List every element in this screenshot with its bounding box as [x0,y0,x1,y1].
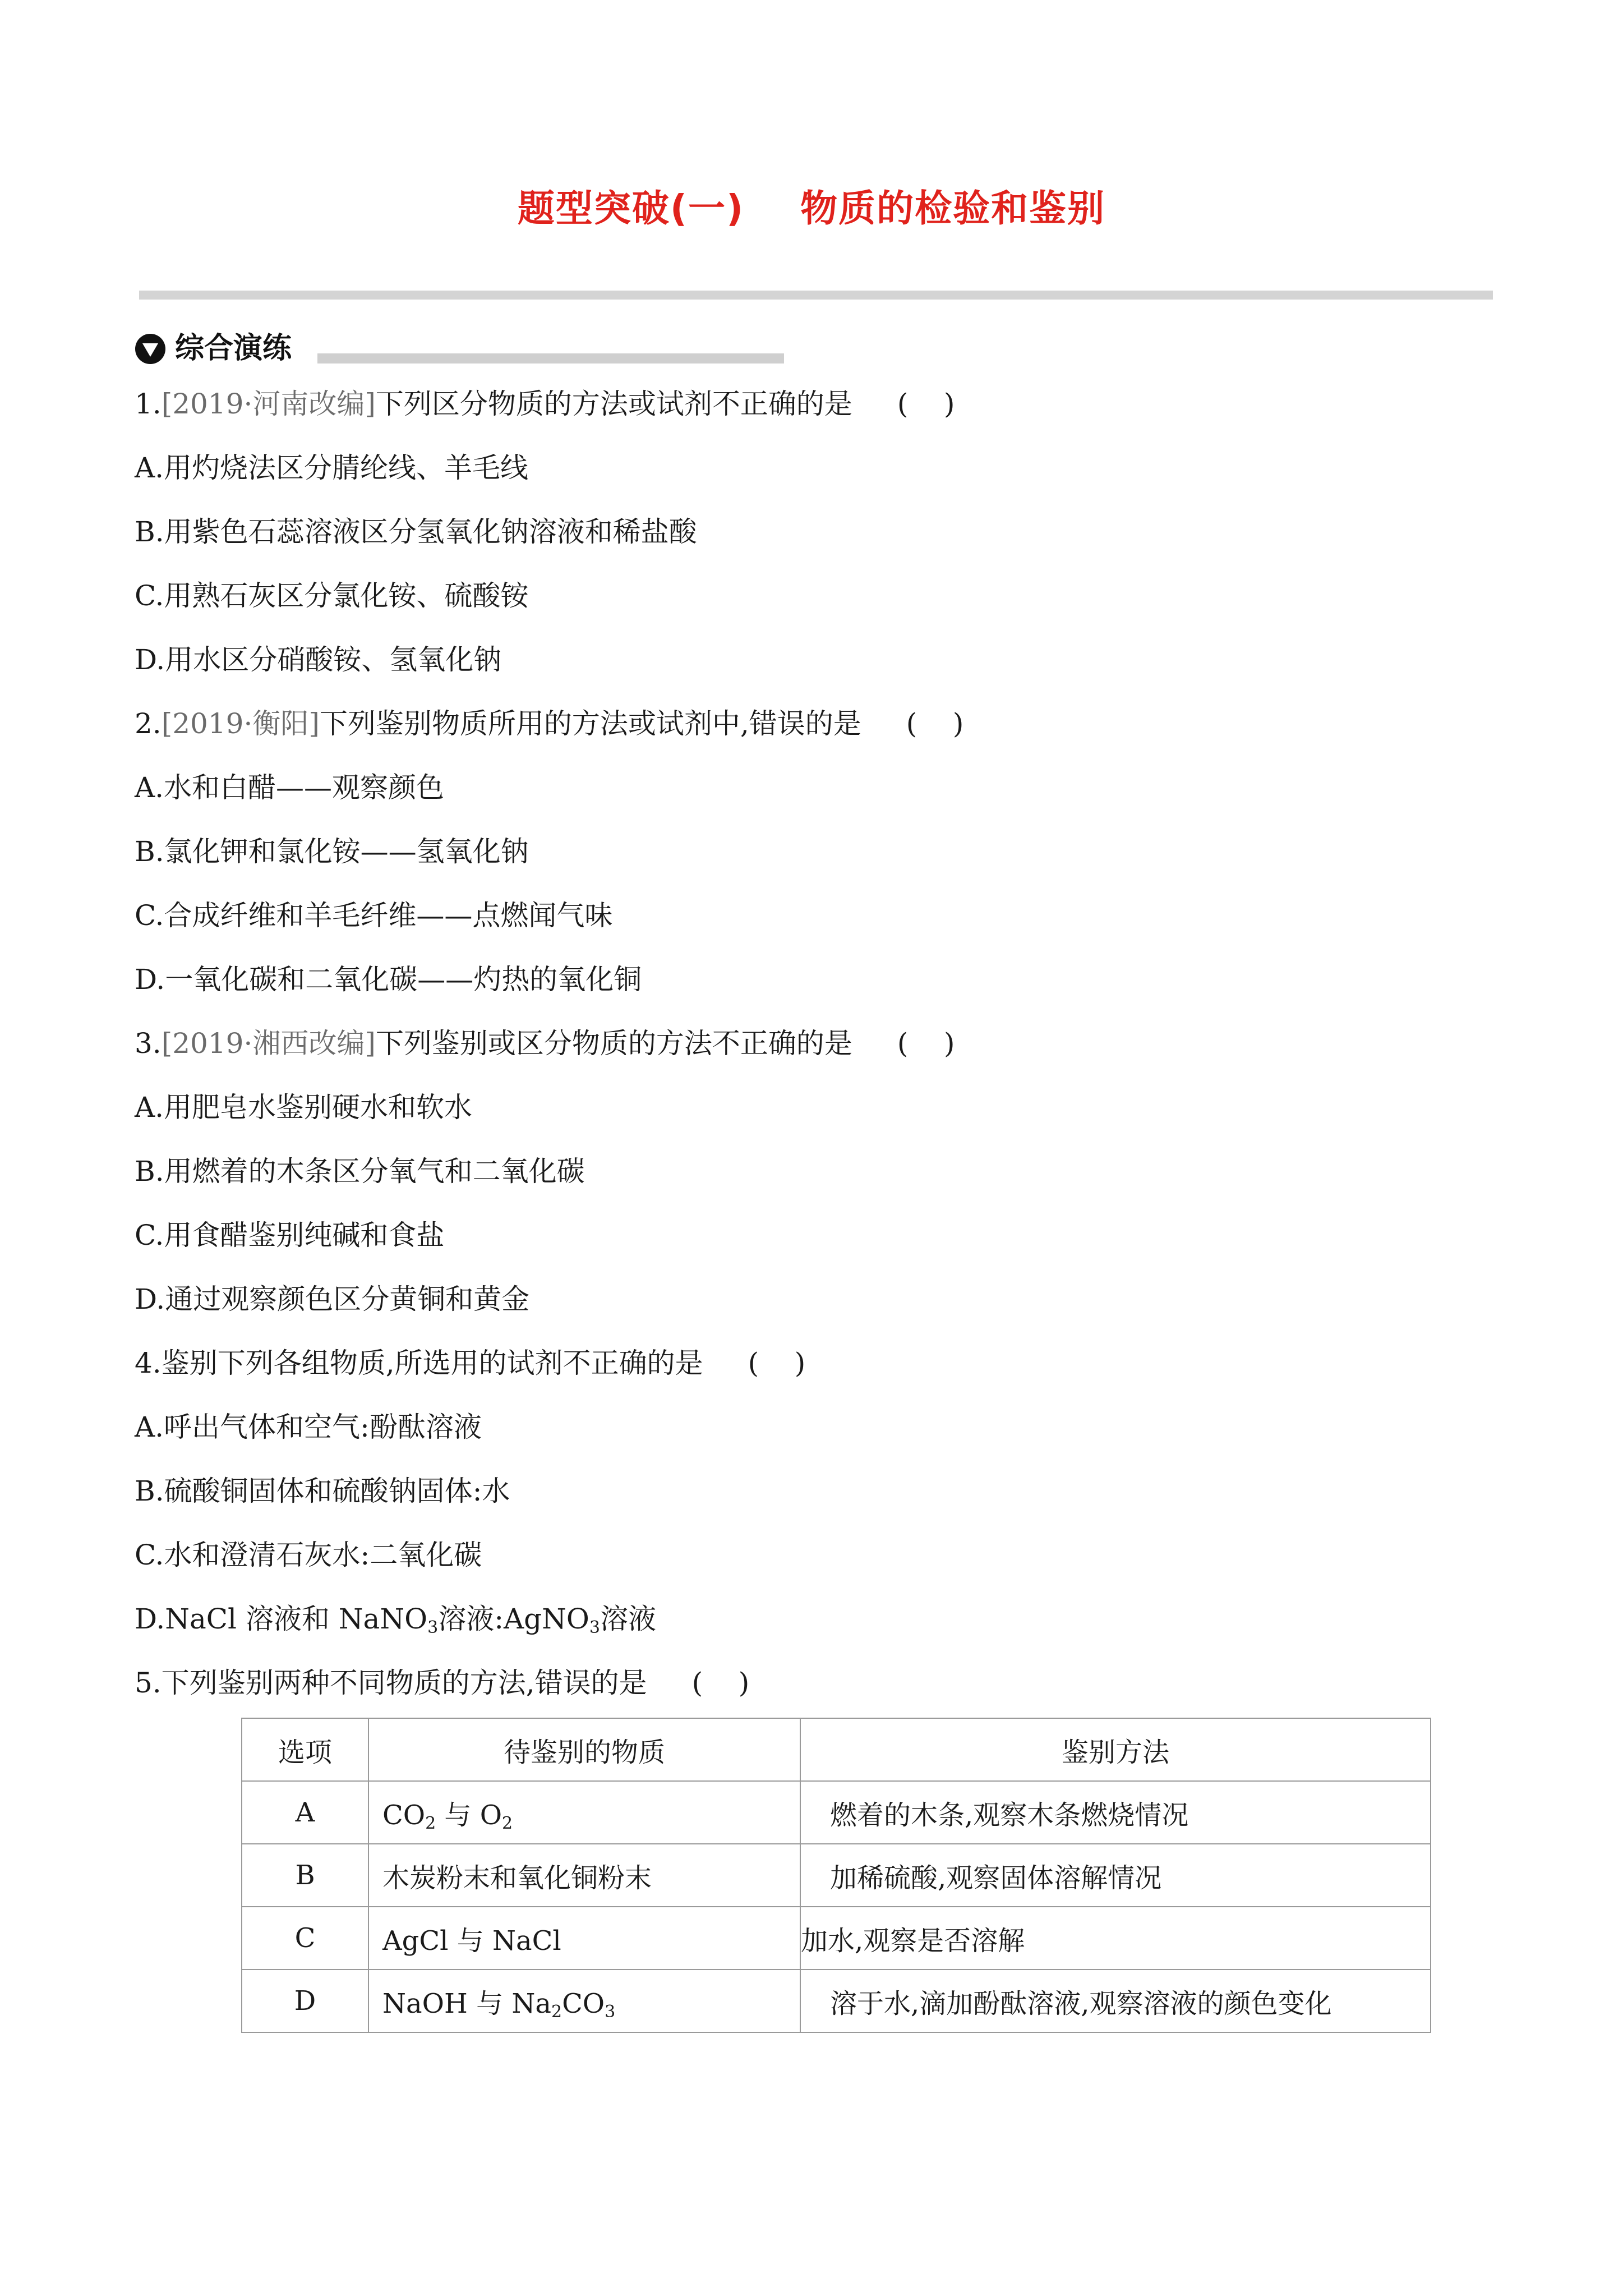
question-4 [135,1345,805,1381]
option-c: C.用食醋鉴别纯碱和食盐 [135,1219,445,1251]
option-a: A.呼出气体和空气:酚酞溶液 [135,1411,482,1443]
table-row [242,1781,1431,1844]
answer-blank: ( ) [897,388,955,420]
option-d: D.通过观察颜色区分黄铜和黄金 [135,1283,530,1315]
option-cell: A [242,1781,368,1844]
question-stem: 下列鉴别物质所用的方法或试剂中,错误的是 [319,707,861,740]
table-row [242,1970,1431,2032]
column-header: 待鉴别的物质 [368,1718,800,1781]
section-header [135,329,808,368]
option-a: A.用灼烧法区分腈纶线、羊毛线 [135,452,529,484]
section-label: 综合演练 [175,332,292,365]
question-source: [2019·河南改编] [161,388,376,420]
option-a: A.水和白醋——观察颜色 [135,771,445,804]
option-c: C.用熟石灰区分氯化铵、硫酸铵 [135,579,529,612]
question-stem: 4.鉴别下列各组物质,所选用的试剂不正确的是 [135,1347,703,1379]
question-source: [2019·湘西改编] [161,1027,376,1060]
option-cell: C [242,1907,368,1970]
triangle-down-icon [135,333,166,365]
question-2 [135,706,963,742]
option-c: C.合成纤维和羊毛纤维——点燃闻气味 [135,899,613,932]
substance-cell: 木炭粉末和氧化铜粉末 [368,1844,800,1907]
option-cell: B [242,1844,368,1907]
answer-blank: ( ) [897,1027,955,1060]
question-3 [135,1025,955,1061]
column-header: 选项 [242,1718,368,1781]
option-c: C.水和澄清石灰水:二氧化碳 [135,1539,482,1571]
option-d: D.一氧化碳和二氧化碳——灼热的氧化铜 [135,963,642,996]
method-cell: 加水,观察是否溶解 [800,1907,1431,1970]
option-d: D.NaCl 溶液和 NaNO$_3$溶液:AgNO$_3$溶液 [135,1603,656,1637]
answer-blank: ( ) [691,1667,750,1699]
substance-cell: AgCl 与 NaCl [368,1907,800,1970]
substance-cell: NaOH 与 $Na_2CO_3$ [368,1970,800,2032]
table-header-row [242,1718,1431,1781]
method-cell: 燃着的木条,观察木条燃烧情况 [800,1781,1431,1844]
section-bar [317,353,784,364]
column-header: 鉴别方法 [800,1718,1431,1781]
answer-blank: ( ) [906,707,964,740]
title-divider [139,291,1493,300]
substance-cell: $CO_2$ 与 $O_2$ [368,1781,800,1844]
question-number: 2. [135,707,162,740]
option-b: B.用燃着的木条区分氧气和二氧化碳 [135,1155,585,1188]
method-cell: 加稀硫酸,观察固体溶解情况 [800,1844,1431,1907]
question-1 [135,386,955,422]
question-source: [2019·衡阳] [161,707,320,740]
option-b: B.用紫色石蕊溶液区分氢氧化钠溶液和稀盐酸 [135,516,697,548]
comparison-table [241,1718,1431,2033]
table-row [242,1907,1431,1970]
option-b: B.硫酸铜固体和硫酸钠固体:水 [135,1475,510,1507]
page-title: 题型突破(一) 物质的检验和鉴别 [517,187,1106,230]
question-5 [135,1665,749,1701]
method-cell: 溶于水,滴加酚酞溶液,观察溶液的颜色变化 [800,1970,1431,2032]
table-row [242,1844,1431,1907]
question-number: 3. [135,1027,162,1060]
option-cell: D [242,1970,368,2032]
option-d: D.用水区分硝酸铵、氢氧化钠 [135,643,502,676]
option-b: B.氯化钾和氯化铵——氢氧化钠 [135,835,529,868]
option-a: A.用肥皂水鉴别硬水和软水 [135,1091,473,1124]
question-stem: 下列区分物质的方法或试剂不正确的是 [375,388,852,420]
answer-blank: ( ) [748,1347,806,1379]
question-stem: 5.下列鉴别两种不同物质的方法,错误的是 [135,1667,647,1699]
question-stem: 下列鉴别或区分物质的方法不正确的是 [375,1027,852,1060]
question-number: 1. [135,388,162,420]
